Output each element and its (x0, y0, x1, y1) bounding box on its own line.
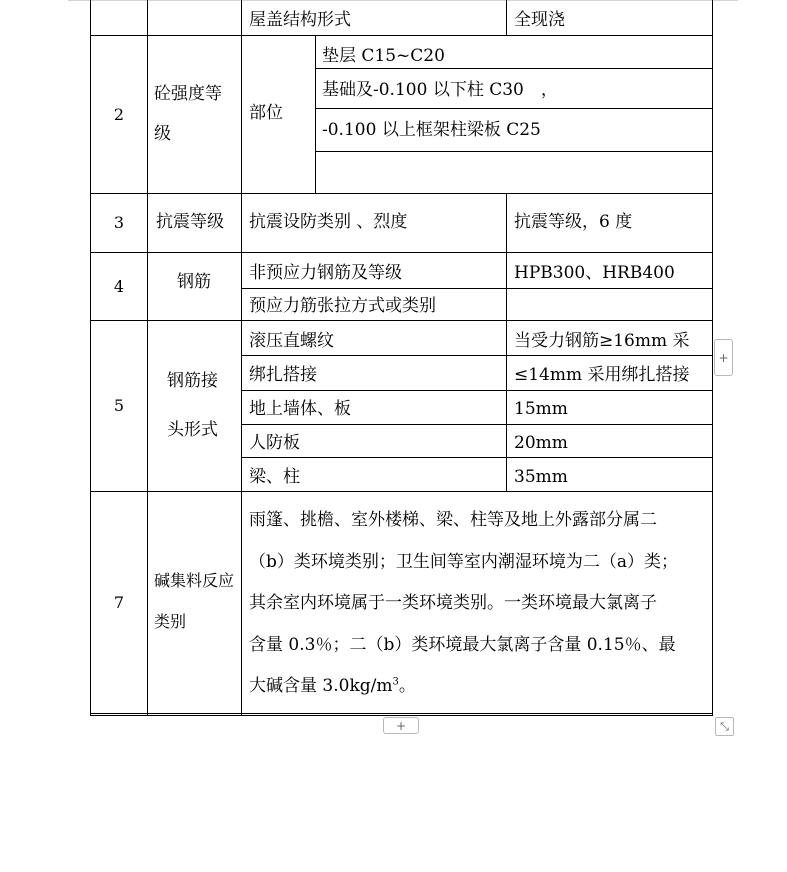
seismic-category-label: 抗震设防类别 、烈度 (249, 212, 408, 232)
add-column-button[interactable]: + (714, 339, 733, 376)
col-divider (147, 0, 148, 716)
paragraph-line-text: 大碱含量 3.0kg/m (249, 676, 393, 696)
paragraph-line-last (249, 666, 707, 708)
paragraph-line: （b）类环境类别；卫生间等室内潮湿环境为二（a）类； (249, 551, 679, 572)
row-divider (241, 424, 712, 425)
row-divider (315, 108, 712, 109)
cover-item-value: 20mm (514, 433, 568, 453)
superscript: 3 (392, 676, 399, 688)
rebar-joint-label: 钢筋接 (167, 371, 218, 391)
cover-item-label: 地上墙体、板 (249, 399, 351, 419)
paragraph-line: 含量 0.3％；二（b）类环境最大氯离子含量 0.15％、最 (249, 634, 676, 655)
table-bottom-inner (91, 713, 712, 714)
concrete-grade-label: 砼强度等 (154, 84, 222, 104)
non-prestressed-value: HPB300、HRB400 (514, 263, 675, 283)
cover-item-value: 35mm (514, 467, 568, 487)
row-divider (315, 68, 712, 69)
concrete-item: 基础及-0.100 以下柱 C30 ， (322, 80, 558, 100)
add-row-button[interactable]: + (383, 717, 419, 734)
row-divider (241, 390, 712, 391)
row-number: 3 (113, 213, 125, 232)
col-divider (506, 193, 507, 491)
paragraph-tail: 。 (398, 676, 416, 696)
row-number: 2 (113, 105, 125, 124)
paragraph-line: 其余室内环境属于一类环境类别。一类环境最大氯离子 (249, 593, 657, 613)
row-divider (91, 252, 712, 253)
alkali-reaction-label: 碱集料反应 (154, 571, 235, 590)
environment-description (249, 500, 707, 708)
row-number: 4 (113, 277, 125, 296)
col-divider (241, 0, 242, 716)
joint-item-value: 当受力钢筋≥16mm 采 (514, 331, 690, 351)
row-divider (241, 288, 712, 289)
roof-structure-label: 屋盖结构形式 (249, 10, 351, 30)
joint-item-label: 滚压直螺纹 (249, 331, 334, 351)
location-label: 部位 (249, 103, 283, 123)
cover-item-label: 梁、柱 (249, 467, 300, 487)
row-number: 7 (113, 593, 125, 612)
row-divider (91, 193, 712, 194)
roof-structure-value: 全现浇 (514, 10, 565, 30)
col-divider (506, 0, 507, 35)
joint-item-label: 绑扎搭接 (249, 365, 317, 385)
row-divider (91, 320, 712, 321)
concrete-grade-label-cont: 级 (154, 124, 171, 144)
seismic-grade-value: 抗震等级，6 度 (514, 212, 633, 232)
non-prestressed-label: 非预应力钢筋及等级 (249, 263, 402, 283)
col-divider (315, 35, 316, 193)
paragraph-line: 雨篷、挑檐、室外楼梯、梁、柱等及地上外露部分属二 (249, 510, 657, 530)
row-divider (91, 491, 712, 492)
row-number: 5 (113, 396, 125, 415)
cover-item-value: 15mm (514, 399, 568, 419)
prestressed-label: 预应力筋张拉方式或类别 (249, 296, 436, 316)
cover-item-label: 人防板 (249, 433, 300, 453)
concrete-item: -0.100 以上框架柱梁板 C25 (322, 120, 541, 140)
row-divider (315, 151, 712, 152)
seismic-grade-label: 抗震等级 (156, 212, 224, 232)
row-divider (241, 355, 712, 356)
rebar-label: 钢筋 (177, 272, 211, 292)
joint-item-value: ≤14mm 采用绑扎搭接 (514, 365, 690, 385)
concrete-item: 垫层 C15~C20 (322, 46, 445, 66)
rebar-joint-label-cont: 头形式 (167, 420, 218, 440)
row-divider (241, 457, 712, 458)
row-divider (91, 35, 712, 36)
alkali-reaction-label-cont: 类别 (154, 612, 187, 631)
resize-table-handle[interactable]: ⤡ (715, 717, 734, 736)
